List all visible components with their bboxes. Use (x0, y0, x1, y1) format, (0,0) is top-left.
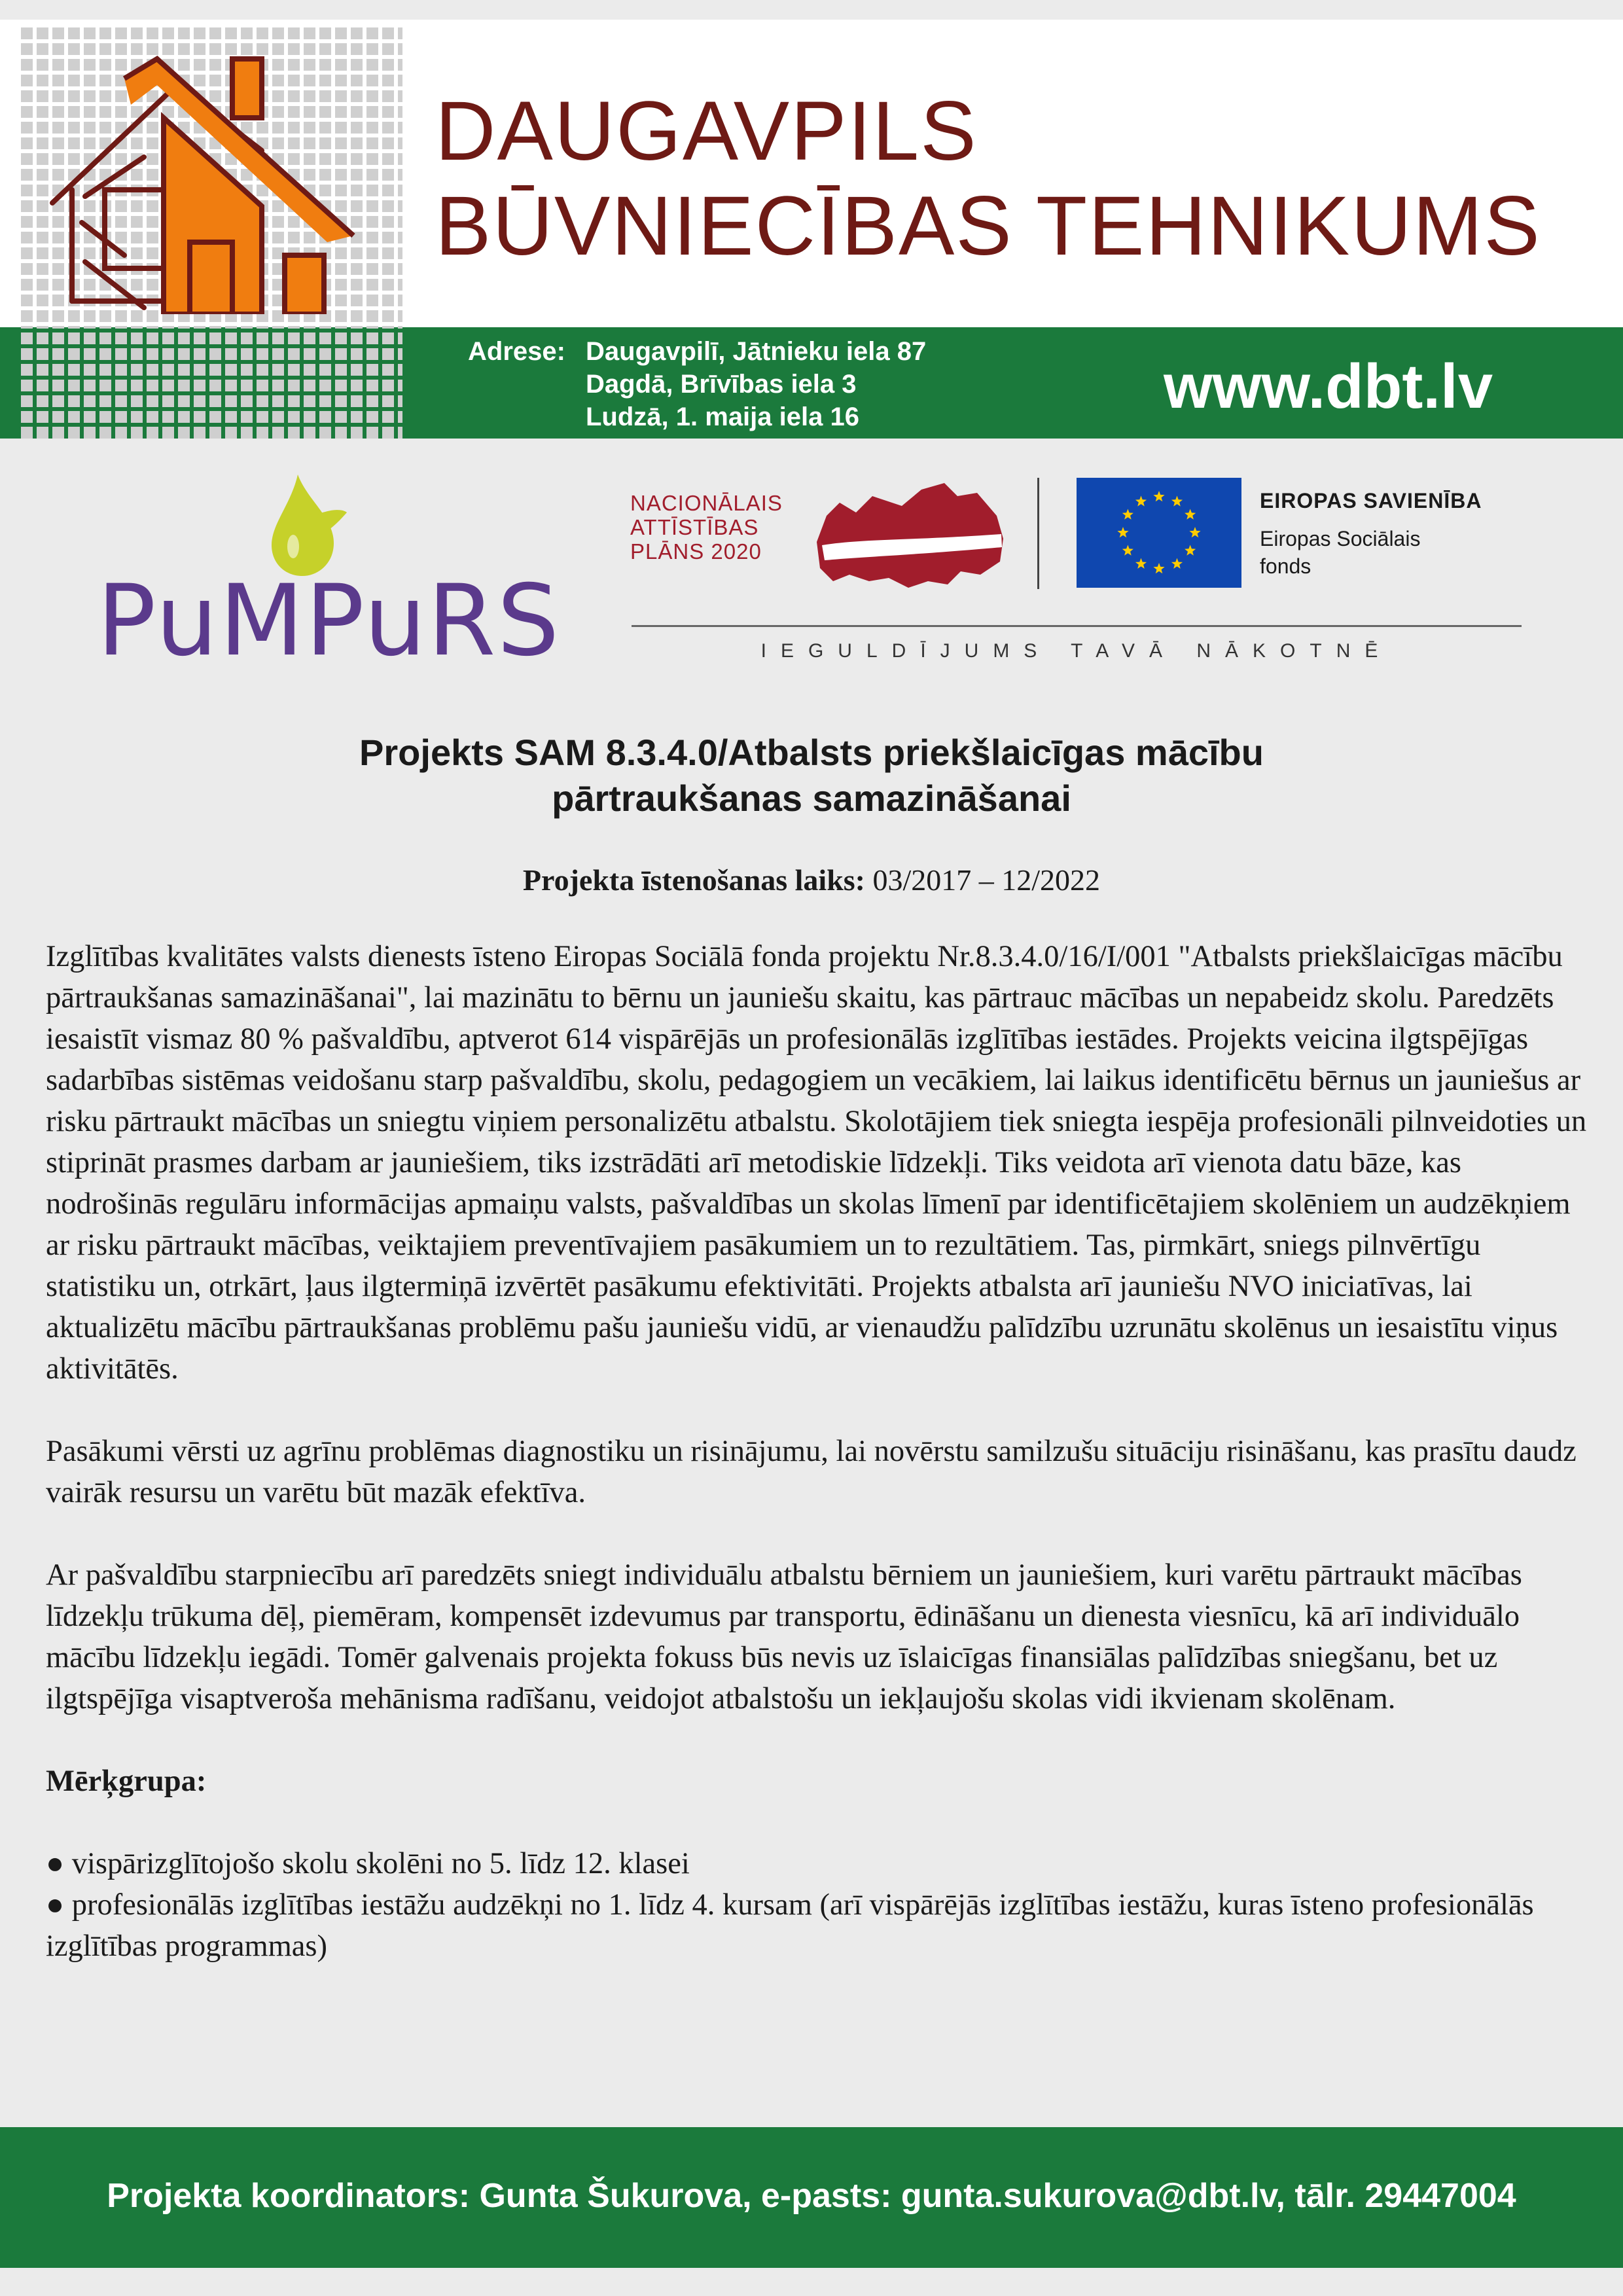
paragraph-3: Ar pašvaldību starpniecību arī paredzēts sniegt individuālu atbalstu bērniem un jauniešiem, kuri varētu pārtraukt mācības līdzekļu trūkuma dēļ, piemēram, kompensēt izdevumus par transportu, ēdināšanu un dienesta viesnīcu, kā arī individuālo mācību līdzekļu iegādi. Tomēr galvenais projekta fokuss būs nevis uz īslaicīgas finansiālas palīdzības sniegšanu, bet uz ilgtspējīga visaptveroša mehānisma radīšanu, veidojot atbalstošu un iekļaujošu skolas vidi ikvienam skolēnam. (46, 1558, 1522, 1715)
website-url: www.dbt.lv (1164, 351, 1493, 422)
project-time-value: 03/2017 – 12/2022 (872, 863, 1101, 897)
green-bar-dot-pattern (0, 327, 402, 439)
eu-sub-line1: Eiropas Sociālais (1260, 527, 1421, 550)
school-name-line2: BŪVNIECĪBAS TEHNIKUMS (435, 179, 1541, 273)
address-line1: Daugavpilī, Jātnieku iela 87 (586, 337, 927, 366)
eu-title: EIROPAS SAVIENĪBA (1260, 489, 1482, 512)
eu-sub-line2: fonds (1260, 554, 1311, 578)
house-logo-icon (46, 39, 373, 314)
pumpurs-logo-text: PuMPuRS (97, 564, 561, 678)
latvia-map-flag-icon (810, 476, 1007, 589)
address-line3: Ludzā, 1. maija iela 16 (586, 403, 859, 431)
project-title (131, 730, 1492, 821)
target-group-heading: Mērķgrupa: (46, 1765, 207, 1798)
school-name (435, 84, 1613, 274)
paragraph-1: Izglītības kvalitātes valsts dienests īsteno Eiropas Sociālā fonda projektu Nr.8.3.4.0/16/I/001 "Atbalsts priekšlaicīgas mācību pārtraukšanas samazināšanai", lai mazinātu to bērnu un jauniešu skaitu, kas pārtrauc mācības un nepabeidz skolu. Paredzēts iesaistīt vismaz 80 % pašvaldību, aptverot 614 vispārējās un profesionālās izglītības iestādes. Projekts veicina ilgtspējīgas sadarbības sistēmas veidošanu starp pašvaldību, skolu, pedagogiem un vecākiem, lai laikus identificētu bērnus un jauniešus ar risku pārtraukt mācības un sniegtu viņiem personalizētu atbalstu. Skolotājiem tiek sniegta iespēja profesionāli pilnveidoties un stiprināt prasmes darbam ar jauniešiem, tiks izstrādāti arī metodiskie līdzekļi. Tiks veidota arī vienota datu bāze, kas nodrošinās regulāru informācijas apmaiņu valsts, pašvaldības un skolas līmenī par identificētajiem skolēniem un audzēkņiem ar risku pārtraukt mācības, veiktajiem preventīvajiem pasākumiem un to rezultātiem. Tas, pirmkārt, sniegs pilnvērtīgu statistiku un, otrkārt, ļaus ilgtermiņā izvērtēt pasākumu efektivitāti. Projekts atbalsta arī jauniešu NVO iniciatīvas, lai aktualizētu mācību pārtraukšanas problēmu pašu jauniešu vidū, ar vienaudžu palīdzību uzrunātu skolēnus un iesaistītu viņus aktivitātēs. (46, 940, 1587, 1386)
tagline: IEGULDĪJUMS TAVĀ NĀKOTNĒ (760, 640, 1393, 662)
footer-coordinator: Projekta koordinators: Gunta Šukurova, e-pasts: gunta.sukurova@dbt.lv, tālr. 29447004 (107, 2177, 1516, 2215)
project-title-line1: Projekts SAM 8.3.4.0/Atbalsts priekšlaicīgas mācību (359, 732, 1264, 773)
eu-subtitle (1260, 525, 1482, 580)
school-name-line1: DAUGAVPILS (435, 84, 978, 178)
nap-line2: ATTĪSTĪBAS (630, 515, 759, 539)
address-block (468, 335, 1057, 433)
tagline-divider (632, 625, 1522, 627)
nap-2020-logo-text (630, 491, 827, 564)
target-group-bullet-2: ● profesionālās izglītības iestāžu audzēkņi no 1. līdz 4. kursam (arī vispārējās izglītības iestāžu, kuras īsteno profesionālās izglītības programmas) (46, 1888, 1534, 1963)
eu-flag-icon (1077, 478, 1241, 588)
main-content (46, 936, 1590, 1967)
target-group-bullet-1: ● vispārizglītojošo skolu skolēni no 5. līdz 12. klasei (46, 1847, 690, 1880)
project-time-label: Projekta īstenošanas laiks: (522, 863, 865, 897)
address-label: Adrese: (468, 337, 565, 366)
logo-divider (1037, 478, 1039, 589)
nap-line3: PLĀNS 2020 (630, 539, 762, 564)
project-title-line2: pārtraukšanas samazināšanai (552, 778, 1071, 819)
nap-line1: NACIONĀLAIS (630, 491, 783, 515)
address-line2: Dagdā, Brīvības iela 3 (586, 370, 857, 399)
pumpurs-drop-icon (272, 475, 347, 576)
paragraph-2: Pasākumi vērsti uz agrīnu problēmas diagnostiku un risinājumu, lai novērstu samilzušu situāciju risināšanu, kas prasītu daudz vairāk resursu un varētu būt mazāk efektīva. (46, 1435, 1577, 1509)
project-time (131, 863, 1492, 897)
